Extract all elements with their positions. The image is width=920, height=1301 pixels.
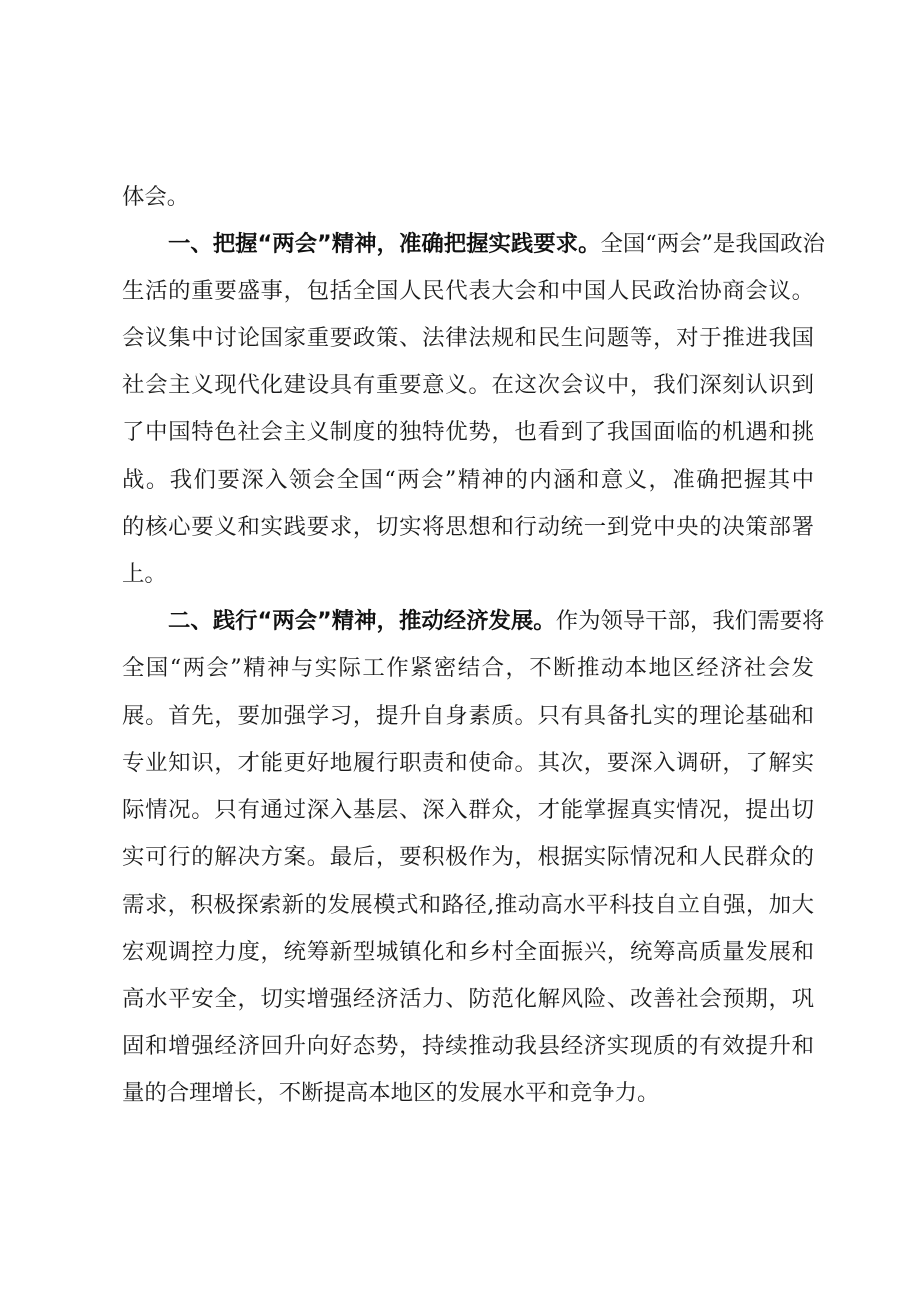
section-2-line: 高水平安全，切实增强经济活力、防范化解风险、改善社会预期，巩 (122, 986, 814, 1012)
section-2-line: 际情况。只有通过深入基层、深入群众，才能掌握真实情况，提出切 (122, 797, 814, 823)
section-2-line: 实可行的解决方案。最后，要积极作为，根据实际情况和人民群众的 (122, 844, 814, 870)
section-1-line: 了中国特色社会主义制度的独特优势，也看到了我国面临的机遇和挑 (122, 419, 814, 445)
section-2-first-line (168, 601, 825, 641)
section-2-line: 展。首先，要加强学习，提升自身素质。只有具备扎实的理论基础和 (122, 703, 814, 729)
section-2-first-line-text: 作为领导干部，我们需要将 (555, 608, 825, 634)
intro-line: 体会。 (122, 184, 190, 210)
section-1-line: 会议集中讨论国家重要政策、法律法规和民生问题等，对于推进我国 (122, 325, 814, 351)
section-1-line: 战。我们要深入领会全国“两会”精神的内涵和意义，准确把握其中 (122, 467, 814, 493)
section-2-line: 量的合理增长，不断提高本地区的发展水平和竞争力。 (122, 1080, 660, 1106)
section-1-line: 生活的重要盛事，包括全国人民代表大会和中国人民政治协商会议。 (122, 278, 814, 304)
section-1-line: 上。 (122, 561, 167, 587)
section-2-line: 固和增强经济回升向好态势，持续推动我县经济实现质的有效提升和 (122, 1033, 814, 1059)
section-2-heading: 二、践行“两会”精神，推动经济发展。 (168, 608, 556, 634)
section-2-line: 需求，积极探索新的发展模式和路径,推动高水平科技自立自强，加大 (122, 892, 814, 918)
section-2-line: 专业知识，才能更好地履行职责和使命。其次，要深入调研，了解实 (122, 750, 814, 776)
section-1-first-line (168, 224, 825, 264)
section-2-line: 宏观调控力度，统筹新型城镇化和乡村全面振兴，统筹高质量发展和 (122, 939, 814, 965)
section-1-first-line-text: 全国“两会”是我国政治 (600, 231, 825, 257)
section-2-line: 全国“两会”精神与实际工作紧密结合，不断推动本地区经济社会发 (122, 655, 814, 681)
section-1-heading: 一、把握“两会”精神，准确把握实践要求。 (168, 231, 601, 257)
section-1-line: 的核心要义和实践要求，切实将思想和行动统一到党中央的决策部署 (122, 514, 814, 540)
section-1-line: 社会主义现代化建设具有重要意义。在这次会议中，我们深刻认识到 (122, 372, 814, 398)
